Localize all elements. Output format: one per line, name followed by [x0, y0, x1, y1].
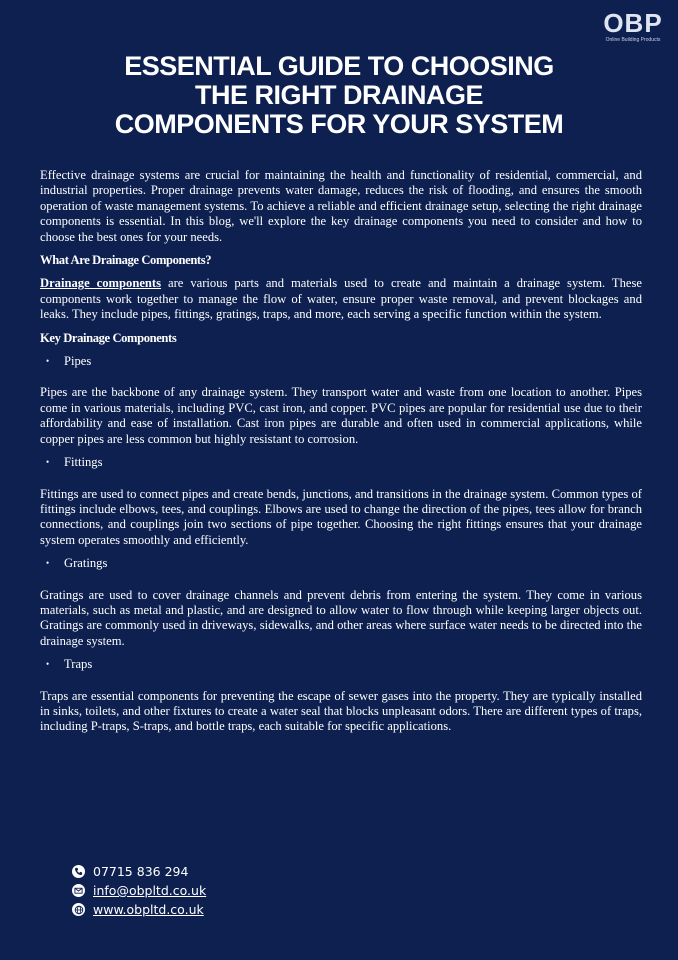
gratings-paragraph: Gratings are used to cover drainage channels and prevent debris from entering the system. They come in various materials, such as metal and plastic, and are designed to allow water to flow through while keeping larger objects out. Gratings are commonly used in driveways, sidewalks, and other areas where surface water needs to be directed into the drainage system.	[40, 587, 642, 648]
email-link[interactable]: info@obpltd.co.uk	[93, 883, 207, 898]
drainage-definition-text: are various parts and materials used to create and maintain a drainage system. These components work together to manage the flow of water, ensure proper waste removal, and prevent blockages and leaks. They include pipes, fittings, gratings, traps, and more, each serving a specific function within the system.	[40, 276, 642, 322]
bullet-traps	[40, 657, 642, 672]
logo-text: OBP	[603, 8, 663, 38]
bullet-label: Gratings	[64, 556, 108, 571]
title-line-1: ESSENTIAL GUIDE TO CHOOSING	[124, 51, 554, 81]
article-body	[40, 168, 642, 735]
drainage-definition-paragraph	[40, 276, 642, 322]
company-logo	[600, 8, 666, 48]
globe-icon	[72, 903, 85, 916]
page-title	[30, 52, 648, 139]
section-heading-key: Key Drainage Components	[40, 330, 177, 345]
bullet-label: Pipes	[64, 354, 92, 369]
bullet-icon: •	[46, 558, 50, 569]
bullet-pipes	[40, 354, 642, 369]
contact-email	[72, 881, 206, 900]
phone-number: 07715 836 294	[93, 864, 189, 879]
traps-paragraph: Traps are essential components for preventing the escape of sewer gases into the property. They are typically installed in sinks, toilets, and other fixtures to create a water seal that blocks unpleasant odors. There are different types of traps, including P-traps, S-traps, and bottle traps, each suitable for specific applications.	[40, 688, 642, 734]
title-line-3: COMPONENTS FOR YOUR SYSTEM	[114, 109, 564, 139]
bullet-icon: •	[46, 356, 50, 367]
fittings-paragraph: Fittings are used to connect pipes and create bends, junctions, and transitions in the drainage system. Common types of fittings include elbows, tees, and couplings. Elbows are used to change the direction of the pipes, tees allow for branch connections, and couplings join two sections of pipe together. Choosing the right fittings ensures that your drainage system operates smoothly and efficiently.	[40, 486, 642, 547]
bullet-label: Fittings	[64, 455, 103, 470]
intro-paragraph: Effective drainage systems are crucial for maintaining the health and functionality of residential, commercial, and industrial properties. Proper drainage prevents water damage, reduces the risk of flooding, and ensures the smooth operation of waste management systems. To achieve a reliable and efficient drainage setup, selecting the right drainage components is essential. In this blog, we'll explore the key drainage components you need to consider and how to choose the best ones for your needs.	[40, 168, 642, 244]
bullet-label: Traps	[64, 657, 93, 672]
title-line-2: THE RIGHT DRAINAGE	[195, 80, 483, 110]
bullet-icon: •	[46, 457, 50, 468]
logo-tagline: Online Building Products	[605, 37, 661, 43]
website-link[interactable]: www.obpltd.co.uk	[93, 902, 204, 917]
contact-block	[72, 862, 206, 919]
contact-phone	[72, 862, 206, 881]
section-heading-what: What Are Drainage Components?	[40, 253, 212, 268]
pipes-paragraph: Pipes are the backbone of any drainage system. They transport water and waste from one location to another. Pipes come in various materials, including PVC, cast iron, and copper. PVC pipes are popular for residential use due to their affordability and ease of installation. Cast iron pipes are durable and often used in commercial applications, while copper pipes are less common but highly resistant to corrosion.	[40, 385, 642, 446]
bullet-icon: •	[46, 659, 50, 670]
contact-website	[72, 900, 206, 919]
bullet-fittings	[40, 455, 642, 470]
bullet-gratings	[40, 556, 642, 571]
phone-icon	[72, 865, 85, 878]
email-icon	[72, 884, 85, 897]
drainage-components-link[interactable]: Drainage components	[40, 276, 162, 291]
